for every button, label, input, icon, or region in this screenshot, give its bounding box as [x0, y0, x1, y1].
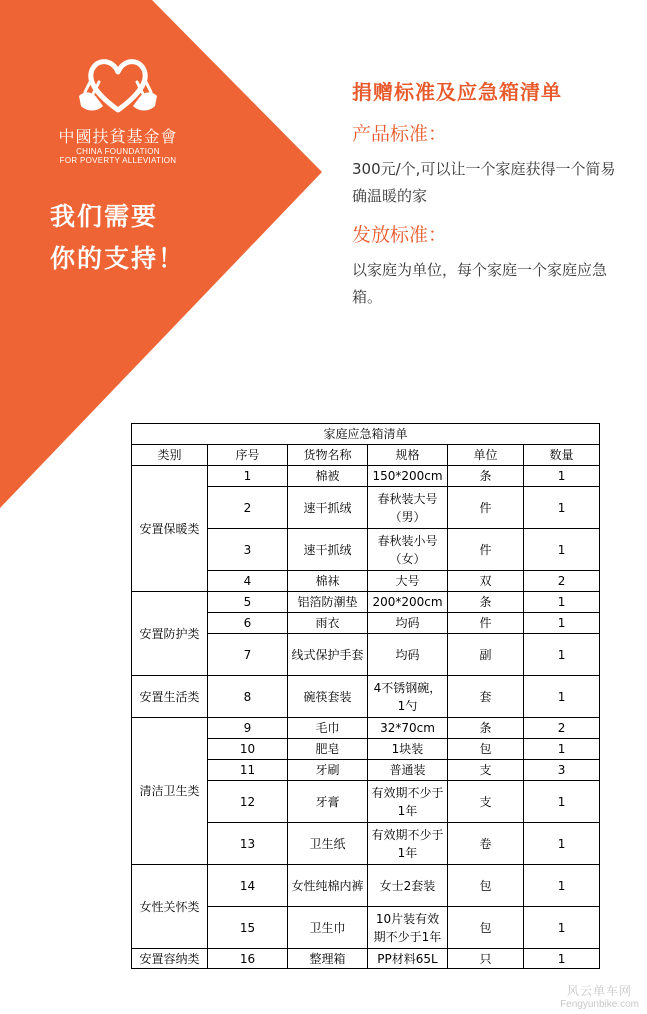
- spec-cell: 150*200cm: [368, 466, 448, 487]
- column-header: 单位: [448, 445, 524, 466]
- category-cell: 安置保暖类: [132, 466, 208, 592]
- qty-cell: 1: [524, 781, 600, 823]
- watermark: [560, 982, 639, 1010]
- table-row: [132, 676, 600, 718]
- no-cell: 7: [208, 634, 288, 676]
- unit-cell: 件: [448, 529, 524, 571]
- category-cell: 安置生活类: [132, 676, 208, 718]
- name-cell: 线式保护手套: [288, 634, 368, 676]
- category-cell: 安置防护类: [132, 592, 208, 676]
- spec-cell: 女士2套装: [368, 865, 448, 907]
- table-row: [132, 865, 600, 907]
- unit-cell: 条: [448, 592, 524, 613]
- name-cell: 女性纯棉内裤: [288, 865, 368, 907]
- qty-cell: 1: [524, 907, 600, 949]
- no-cell: 11: [208, 760, 288, 781]
- unit-cell: 件: [448, 487, 524, 529]
- donation-info: [352, 76, 622, 321]
- qty-cell: 1: [524, 949, 600, 969]
- no-cell: 4: [208, 571, 288, 592]
- spec-cell: 1块装: [368, 739, 448, 760]
- qty-cell: 2: [524, 571, 600, 592]
- category-cell: 女性关怀类: [132, 865, 208, 949]
- spec-cell: 10片装有效期不少于1年: [368, 907, 448, 949]
- name-cell: 毛巾: [288, 718, 368, 739]
- column-header: 序号: [208, 445, 288, 466]
- qty-cell: 1: [524, 466, 600, 487]
- name-cell: 铝箔防潮垫: [288, 592, 368, 613]
- logo-name-en-2: FOR POVERTY ALLEVIATION: [59, 156, 177, 165]
- unit-cell: 条: [448, 466, 524, 487]
- unit-cell: 支: [448, 781, 524, 823]
- name-cell: 碗筷套装: [288, 676, 368, 718]
- heart-hands-icon: [73, 52, 163, 122]
- distribution-heading: 发放标准：: [352, 224, 448, 246]
- unit-cell: 卷: [448, 823, 524, 865]
- spec-cell: 有效期不少于1年: [368, 823, 448, 865]
- product-heading: 产品标准：: [352, 123, 448, 145]
- unit-cell: 包: [448, 739, 524, 760]
- spec-cell: 春秋装大号（男）: [368, 487, 448, 529]
- foundation-logo: [48, 52, 188, 184]
- qty-cell: 1: [524, 487, 600, 529]
- unit-cell: 件: [448, 613, 524, 634]
- qty-cell: 1: [524, 865, 600, 907]
- spec-cell: 200*200cm: [368, 592, 448, 613]
- emergency-kit-table: [131, 423, 600, 969]
- spec-cell: 春秋装小号（女）: [368, 529, 448, 571]
- slogan-line-1: 我们需要: [50, 202, 159, 231]
- name-cell: 整理箱: [288, 949, 368, 969]
- qty-cell: 1: [524, 592, 600, 613]
- product-text: 300元/个,可以让一个家庭获得一个简易确温暖的家: [352, 160, 616, 205]
- unit-cell: 包: [448, 907, 524, 949]
- category-cell: 清洁卫生类: [132, 718, 208, 865]
- spec-cell: 4不锈钢碗，1勺: [368, 676, 448, 718]
- column-header: 类别: [132, 445, 208, 466]
- qty-cell: 1: [524, 823, 600, 865]
- qty-cell: 1: [524, 529, 600, 571]
- unit-cell: 双: [448, 571, 524, 592]
- spec-cell: 有效期不少于1年: [368, 781, 448, 823]
- column-header: 数量: [524, 445, 600, 466]
- spec-cell: 大号: [368, 571, 448, 592]
- qty-cell: 1: [524, 676, 600, 718]
- spec-cell: 32*70cm: [368, 718, 448, 739]
- qty-cell: 1: [524, 613, 600, 634]
- no-cell: 6: [208, 613, 288, 634]
- qty-cell: 3: [524, 760, 600, 781]
- qty-cell: 1: [524, 634, 600, 676]
- name-cell: 肥皂: [288, 739, 368, 760]
- qty-cell: 1: [524, 739, 600, 760]
- no-cell: 10: [208, 739, 288, 760]
- name-cell: 牙刷: [288, 760, 368, 781]
- no-cell: 16: [208, 949, 288, 969]
- slogan-line-2: 你的支持！: [50, 244, 186, 273]
- unit-cell: 套: [448, 676, 524, 718]
- slogan: [50, 196, 185, 280]
- info-title: 捐赠标准及应急箱清单: [352, 80, 562, 104]
- spec-cell: 均码: [368, 613, 448, 634]
- unit-cell: 副: [448, 634, 524, 676]
- table-row: [132, 466, 600, 487]
- unit-cell: 支: [448, 760, 524, 781]
- no-cell: 13: [208, 823, 288, 865]
- logo-name-cn: 中國扶貧基金會: [58, 127, 178, 146]
- no-cell: 15: [208, 907, 288, 949]
- no-cell: 12: [208, 781, 288, 823]
- unit-cell: 条: [448, 718, 524, 739]
- name-cell: 卫生巾: [288, 907, 368, 949]
- name-cell: 卫生纸: [288, 823, 368, 865]
- no-cell: 5: [208, 592, 288, 613]
- name-cell: 速干抓绒: [288, 529, 368, 571]
- name-cell: 速干抓绒: [288, 487, 368, 529]
- category-cell: 安置容纳类: [132, 949, 208, 969]
- name-cell: 棉袜: [288, 571, 368, 592]
- spec-cell: PP材料65L: [368, 949, 448, 969]
- name-cell: 棉被: [288, 466, 368, 487]
- name-cell: 雨衣: [288, 613, 368, 634]
- logo-name-en-1: CHINA FOUNDATION: [76, 147, 160, 156]
- no-cell: 1: [208, 466, 288, 487]
- no-cell: 9: [208, 718, 288, 739]
- table-row: [132, 949, 600, 969]
- no-cell: 2: [208, 487, 288, 529]
- distribution-text: 以家庭为单位，每个家庭一个家庭应急箱。: [352, 261, 608, 306]
- spec-cell: 普通装: [368, 760, 448, 781]
- unit-cell: 包: [448, 865, 524, 907]
- no-cell: 3: [208, 529, 288, 571]
- watermark-line-2: Fengyunbike.com: [560, 999, 639, 1010]
- table-row: [132, 592, 600, 613]
- unit-cell: 只: [448, 949, 524, 969]
- column-header: 货物名称: [288, 445, 368, 466]
- no-cell: 8: [208, 676, 288, 718]
- name-cell: 牙膏: [288, 781, 368, 823]
- spec-cell: 均码: [368, 634, 448, 676]
- table-caption: 家庭应急箱清单: [132, 424, 600, 445]
- no-cell: 14: [208, 865, 288, 907]
- table-row: [132, 718, 600, 739]
- watermark-line-1: 风云单车网: [567, 984, 633, 998]
- qty-cell: 2: [524, 718, 600, 739]
- column-header: 规格: [368, 445, 448, 466]
